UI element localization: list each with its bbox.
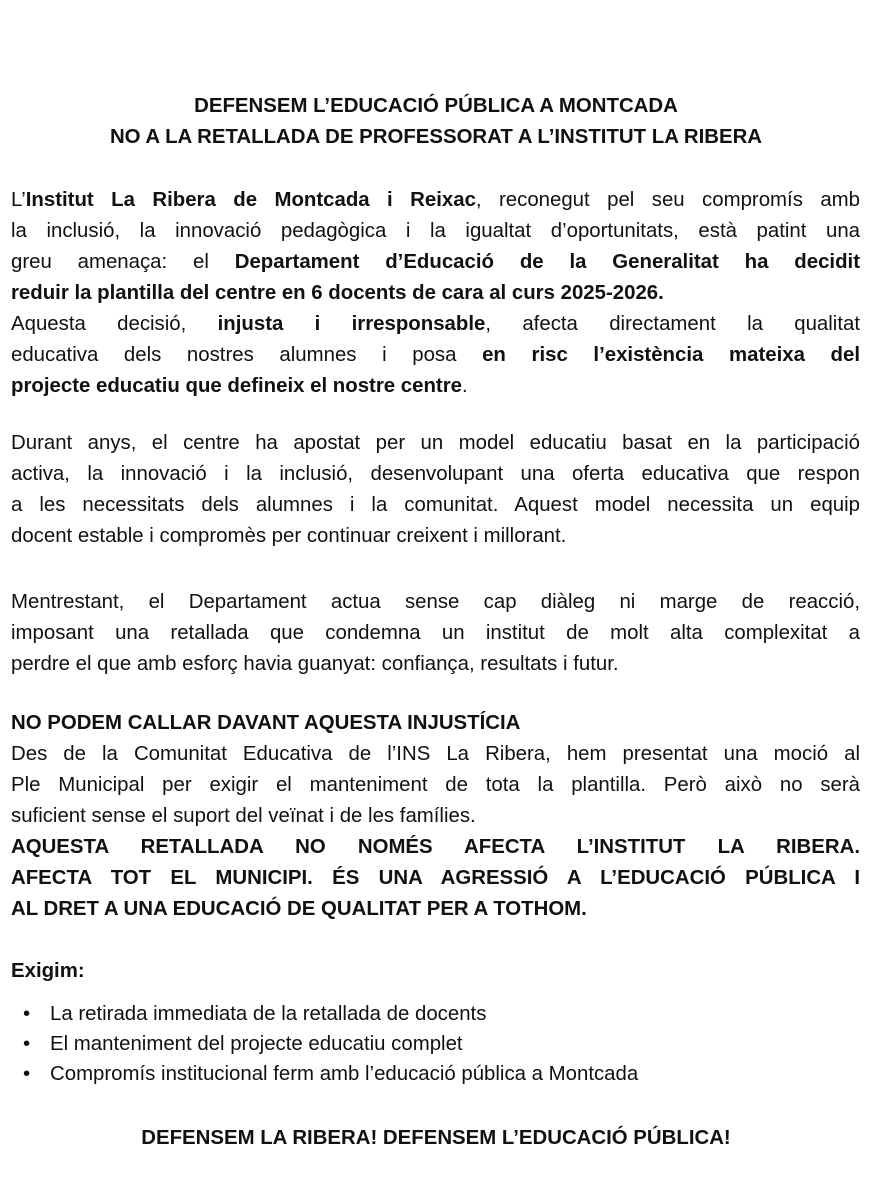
section-line-2: Ple Municipal per exigir el manteniment de tota la plantilla. Però això no serà (11, 774, 860, 796)
list-item: • La retirada immediata de la retallada de docents (11, 999, 860, 1029)
closing-slogan: DEFENSEM LA RIBERA! DEFENSEM L’EDUCACIÓ PÚBLICA! (141, 1127, 731, 1149)
demands-list (11, 999, 860, 1089)
demands-heading: Exigim: (11, 960, 85, 982)
school-name: Institut La Ribera de Montcada i Reixac (25, 189, 476, 211)
para2-line-1: Durant anys, el centre ha apostat per un model educatiu basat en la participació (11, 432, 860, 454)
intro-line-6: educativa dels nostres alumnes i posa en risc l’existència mateixa del (11, 344, 860, 366)
list-item: • Compromís institucional ferm amb l’educació pública a Montcada (11, 1059, 860, 1089)
document-title (0, 91, 872, 153)
section-injustice (11, 708, 860, 925)
intro-paragraph (11, 185, 860, 402)
intro-line-2: la inclusió, la innovació pedagògica i la igualtat d’oportunitats, està patint una (11, 220, 860, 242)
intro-line-7: projecte educatiu que defineix el nostre centre. (11, 375, 468, 397)
para3-line-1: Mentrestant, el Departament actua sense cap diàleg ni marge de reacció, (11, 591, 860, 613)
para2-line-4: docent estable i compromès per continuar creixent i millorant. (11, 525, 567, 547)
para2-line-3: a les necessitats dels alumnes i la comunitat. Aquest model necessita un equip (11, 494, 860, 516)
section-bold-line-3: AL DRET A UNA EDUCACIÓ DE QUALITAT PER A TOTHOM. (11, 898, 587, 920)
paragraph-department (11, 587, 860, 680)
bullet-icon: • (23, 1033, 31, 1055)
title-line-2: NO A LA RETALLADA DE PROFESSORAT A L’INSTITUT LA RIBERA (109, 126, 763, 148)
intro-line-5: Aquesta decisió, injusta i irresponsable, afecta directament la qualitat (11, 313, 861, 335)
demands-section (11, 956, 860, 1089)
intro-line-3: greu amenaça: el Departament d’Educació de la Generalitat ha decidit (11, 251, 860, 273)
bullet-icon: • (23, 1063, 31, 1085)
section-heading: NO PODEM CALLAR DAVANT AQUESTA INJUSTÍCIA (11, 712, 521, 734)
intro-line-4: reduir la plantilla del centre en 6 docents de cara al curs 2025-2026. (11, 282, 664, 304)
bullet-icon: • (23, 1003, 31, 1025)
list-item: • El manteniment del projecte educatiu complet (11, 1029, 860, 1059)
section-line-1: Des de la Comunitat Educativa de l’INS La Ribera, hem presentat una moció al (11, 743, 860, 765)
title-line-1: DEFENSEM L’EDUCACIÓ PÚBLICA A MONTCADA (194, 95, 678, 117)
para3-line-3: perdre el que amb esforç havia guanyat: confiança, resultats i futur. (11, 653, 619, 675)
section-line-3: suficient sense el suport del veïnat i de les famílies. (11, 805, 476, 827)
intro-line-1: L’Institut La Ribera de Montcada i Reixac, reconegut pel seu compromís amb (11, 189, 860, 211)
section-bold-line-1: AQUESTA RETALLADA NO NOMÉS AFECTA L’INSTITUT LA RIBERA. (11, 836, 860, 858)
para2-line-2: activa, la innovació i la inclusió, desenvolupant una oferta educativa que respon (11, 463, 860, 485)
para3-line-2: imposant una retallada que condemna un institut de molt alta complexitat a (11, 622, 860, 644)
paragraph-model (11, 428, 860, 552)
section-bold-line-2: AFECTA TOT EL MUNICIPI. ÉS UNA AGRESSIÓ A L’EDUCACIÓ PÚBLICA I (11, 867, 860, 889)
